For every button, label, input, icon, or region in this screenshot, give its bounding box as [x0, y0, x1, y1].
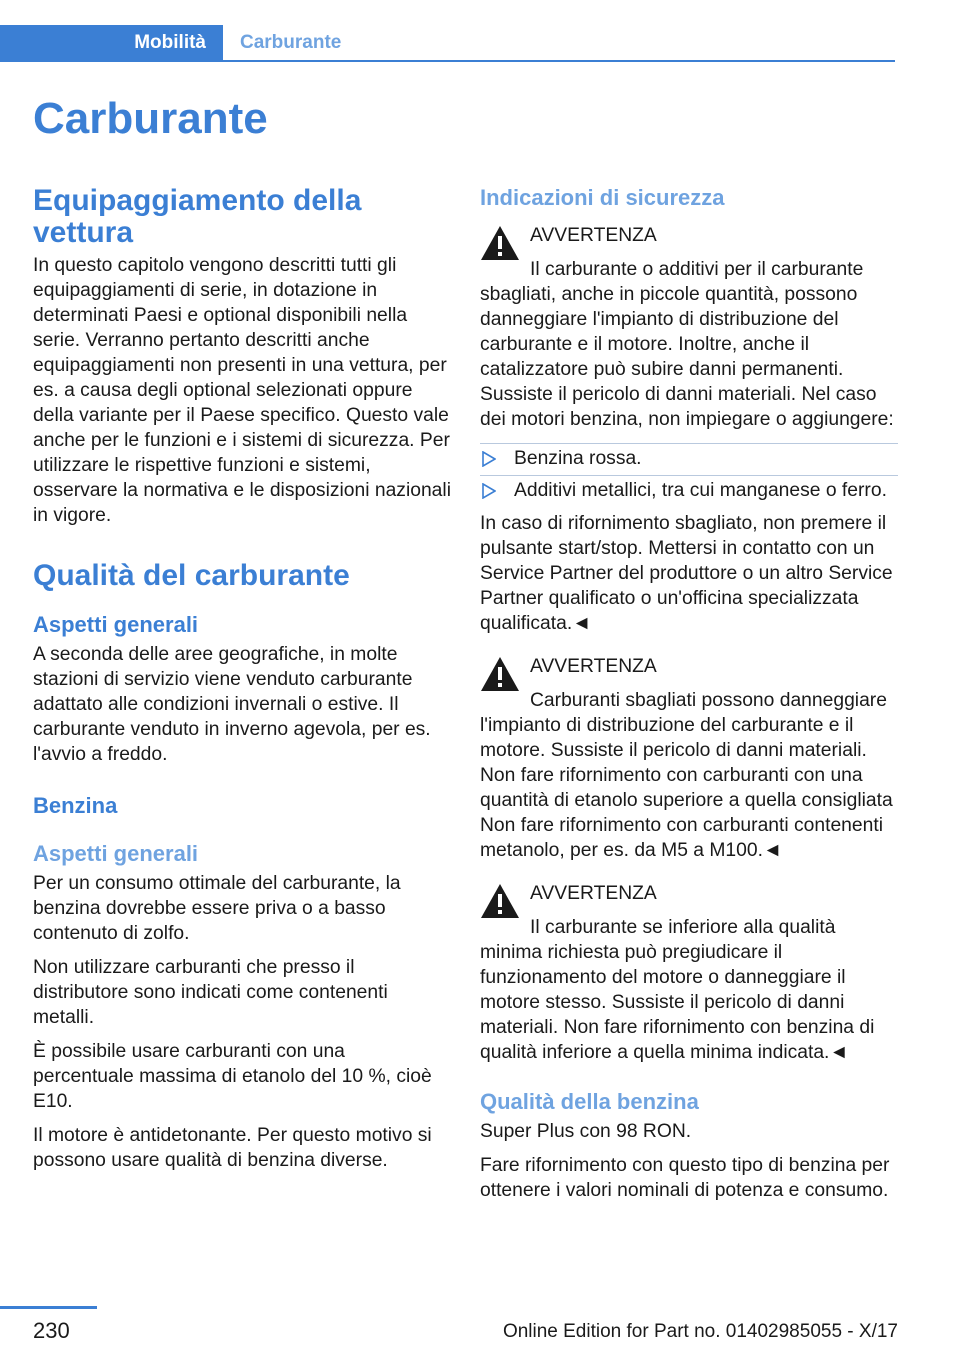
footer-divider	[0, 1306, 97, 1309]
equipment-text: In questo capitolo vengono descritti tutti gli equipaggiamenti di serie, in dotazione in determinati Paesi e optional disponibili nella serie. Verranno pertanto descritti anche equipaggiamenti non presenti in una vettura, per es. a causa degli optional selezionati oppure della variante per il Paese specifico. Questo vale anche per le funzioni e i sistemi di sicurezza. Per utilizzare le rispettive funzioni e sistemi, osservare la normativa e le disposizioni nazionali in vigore.	[33, 255, 451, 526]
general-aspects-text: A seconda delle aree geografiche, in molte stazioni di servizio viene venduto carburante adattato alle condizioni invernali o estive. Il carburante venduto in inverno agevola, per es. l'avvio a freddo.	[33, 644, 431, 765]
left-column	[33, 185, 451, 1182]
footer-edition: Online Edition for Part no. 01402985055 - X/17	[502, 1321, 898, 1342]
warning-text: Carburanti sbagliati possono danneggiare l'impianto di distribuzione del carburante e il motore. Sussiste il pericolo di danni materiali. Non fare rifornimento con carburanti con una quantità di etanolo superiore a quella consigliata Non fare rifornimento con carburanti contenenti metanolo, per es. da M5 a M100.◄	[480, 690, 893, 861]
warning-triangle-icon	[480, 225, 520, 261]
header-divider	[0, 60, 895, 62]
right-column	[480, 185, 898, 1212]
tab-chapter[interactable]: Carburante	[240, 32, 342, 53]
fuel-quality-heading: Qualità del carburante	[33, 559, 350, 592]
warning-block-3	[480, 881, 898, 1065]
warning-block-1	[480, 223, 898, 432]
petrol-paragraph-2: Non utilizzare carburanti che presso il distributore sono indicati come contenenti metalli.	[33, 957, 388, 1028]
warning-label: AVVERTENZA	[530, 225, 657, 246]
petrol-paragraph-4: Il motore è antidetonante. Per questo motivo si possono usare qualità di benzina diverse.	[33, 1125, 432, 1171]
warning-triangle-icon	[480, 656, 520, 692]
warning-text: Il carburante se inferiore alla qualità minima richiesta può pregiudicare il funzionamento del motore o danneggiare il motore stesso. Sussiste il pericolo di danni materiali. Non fare rifornimento con benzina di qualità inferiore a quella minima indicata.◄	[480, 917, 875, 1063]
safety-heading: Indicazioni di sicurezza	[480, 185, 725, 210]
warning-text: Il carburante o additivi per il carburante sbagliati, anche in piccole quantità, possono danneggiare l'impianto di distribuzione del carburante e il motore. Inoltre, anche il catalizzatore può subire danni permanenti. Sussiste il pericolo di danni materiali. Nel caso dei motori benzina, non impiegare o aggiungere:	[480, 259, 894, 430]
page-title: Carburante	[33, 94, 268, 143]
equipment-heading: Equipaggiamento della vettura	[33, 184, 362, 249]
petrol-quality-paragraph-1: Super Plus con 98 RON.	[480, 1121, 692, 1142]
general-aspects-heading: Aspetti generali	[33, 612, 199, 637]
warning-label: AVVERTENZA	[530, 656, 657, 677]
petrol-paragraph-1: Per un consumo ottimale del carburante, la benzina dovrebbe essere priva o a basso contenuto di zolfo.	[33, 873, 401, 944]
header-bar	[0, 25, 895, 62]
petrol-paragraph-3: È possibile usare carburanti con una percentuale massima di etanolo del 10 %, cioè E10.	[33, 1041, 432, 1112]
fuel-bullet-list	[480, 446, 898, 503]
warning-triangle-icon	[480, 883, 520, 919]
triangle-bullet-icon	[482, 451, 496, 467]
petrol-general-heading: Aspetti generali	[33, 841, 199, 866]
warning-block-2	[480, 654, 898, 863]
warning-label: AVVERTENZA	[530, 883, 657, 904]
petrol-heading: Benzina	[33, 793, 118, 818]
misfuel-text: In caso di rifornimento sbagliato, non premere il pulsante start/stop. Mettersi in contatto con un Service Partner del produttore o un altro Service Partner qualificato o un'officina specializzata qualificata.◄	[480, 513, 893, 634]
list-item: Additivi metallici, tra cui manganese o ferro.	[480, 478, 898, 503]
triangle-bullet-icon	[482, 483, 496, 499]
petrol-quality-paragraph-2: Fare rifornimento con questo tipo di benzina per ottenere i valori nominali di potenza e consumo.	[480, 1155, 890, 1201]
page-number: 230	[33, 1318, 70, 1343]
list-item: Benzina rossa.	[480, 446, 898, 471]
tab-section[interactable]: Mobilità	[0, 25, 223, 61]
petrol-quality-heading: Qualità della benzina	[480, 1089, 699, 1114]
